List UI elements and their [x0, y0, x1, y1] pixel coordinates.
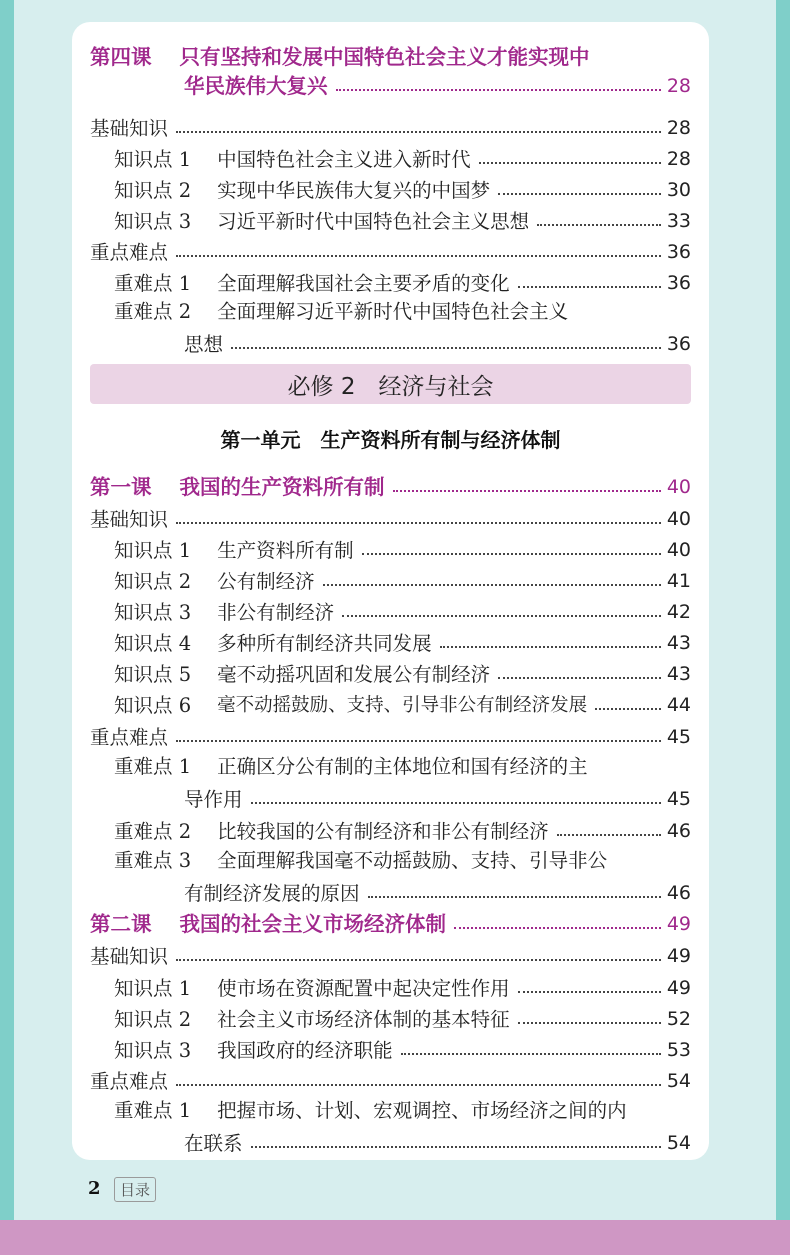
- toc-entry-lesson1[interactable]: [90, 467, 691, 497]
- entry-title-line2: 有制经济发展的原因: [184, 881, 360, 905]
- leader-dots: [323, 584, 661, 586]
- page-number: 49: [666, 977, 691, 999]
- leader-dots: [537, 224, 661, 226]
- leader-dots: [176, 740, 661, 742]
- toc-entry-l1-k6[interactable]: [114, 685, 691, 715]
- page-number: 53: [666, 1039, 691, 1061]
- entry-title: 毫不动摇鼓励、支持、引导非公有制经济发展: [217, 694, 588, 716]
- entry-label: 重难点 1: [114, 755, 192, 778]
- entry-label: 知识点 2: [114, 1007, 192, 1031]
- toc-entry-l4-d2-line2[interactable]: [184, 324, 691, 354]
- entry-title: 使市场在资源配置中起决定性作用: [217, 976, 510, 1000]
- entry-label: 知识点 4: [114, 631, 192, 655]
- leader-dots: [362, 553, 661, 555]
- entry-label: 知识点 6: [114, 693, 192, 717]
- page-number: 45: [666, 788, 691, 810]
- lesson4-line2[interactable]: [184, 66, 691, 96]
- entry-title-line2: 思想: [184, 332, 224, 356]
- toc-entry-l1-d1-line2[interactable]: [184, 779, 691, 809]
- entry-title: 重点难点: [90, 725, 169, 749]
- bottom-band: [0, 1220, 790, 1255]
- toc-entry-l2-d1-line1[interactable]: [114, 1095, 627, 1123]
- left-edge-band: [0, 0, 14, 1220]
- entry-title-line2: 导作用: [184, 787, 243, 811]
- entry-title-line1: 全面理解我国毫不动摇鼓励、支持、引导非公: [217, 849, 608, 872]
- leader-dots: [557, 834, 661, 836]
- toc-entry-l1-d1-line1[interactable]: [114, 751, 588, 779]
- footer-page-number: 2: [88, 1178, 101, 1199]
- page-number: 43: [666, 632, 691, 654]
- section-title: 必修 2 经济与社会: [287, 373, 494, 400]
- entry-title: 习近平新时代中国特色社会主义思想: [217, 209, 530, 233]
- toc-entry-l2-d1-line2[interactable]: [184, 1123, 691, 1153]
- lesson-title: 我国的生产资料所有制: [179, 474, 385, 499]
- page-number: 44: [666, 694, 691, 716]
- toc-entry-l2-k1[interactable]: [114, 968, 691, 998]
- entry-title: 比较我国的公有制经济和非公有制经济: [217, 819, 549, 843]
- lesson4-title-line1: 只有坚持和发展中国特色社会主义才能实现中: [179, 45, 590, 69]
- entry-label: 知识点 3: [114, 600, 192, 624]
- toc-entry-l1-k3[interactable]: [114, 592, 691, 622]
- entry-label: 重难点 1: [114, 271, 192, 295]
- toc-entry-l4-key[interactable]: [90, 232, 691, 262]
- toc-entry-l4-d2-line1[interactable]: [114, 296, 568, 324]
- leader-dots: [440, 646, 661, 648]
- footer-toc-label: 目录: [114, 1177, 156, 1202]
- toc-entry-l1-k4[interactable]: [114, 623, 691, 653]
- toc-entry-l2-k2[interactable]: [114, 999, 691, 1029]
- entry-label: 知识点 1: [114, 538, 192, 562]
- entry-title-line1: 正确区分公有制的主体地位和国有经济的主: [217, 755, 588, 778]
- toc-entry-lesson2[interactable]: [90, 904, 691, 934]
- lesson4-label: 第四课: [90, 45, 152, 69]
- page-number: 40: [666, 508, 691, 530]
- page-number: 28: [666, 148, 691, 170]
- lesson-title: 我国的社会主义市场经济体制: [179, 911, 446, 936]
- entry-title-line1: 把握市场、计划、宏观调控、市场经济之间的内: [217, 1099, 627, 1122]
- page-number: 33: [666, 210, 691, 232]
- toc-entry-l1-key[interactable]: [90, 717, 691, 747]
- entry-label: 重难点 3: [114, 849, 192, 872]
- lesson4-title-line2: 华民族伟大复兴: [184, 73, 328, 98]
- entry-label: 知识点 2: [114, 569, 192, 593]
- page-number: 54: [666, 1132, 691, 1154]
- toc-entry-l1-basic[interactable]: [90, 499, 691, 529]
- toc-entry-l2-key[interactable]: [90, 1061, 691, 1091]
- page-number: 52: [666, 1008, 691, 1030]
- page-number: 36: [666, 272, 691, 294]
- toc-card: [72, 22, 709, 1160]
- toc-entry-l2-k3[interactable]: [114, 1030, 691, 1060]
- entry-title: 基础知识: [90, 944, 169, 968]
- entry-label: 重难点 2: [114, 819, 192, 843]
- entry-label: 知识点 5: [114, 662, 192, 686]
- toc-entry-l1-d3-line2[interactable]: [184, 873, 691, 903]
- leader-dots: [176, 959, 661, 961]
- entry-title-line1: 全面理解习近平新时代中国特色社会主义: [217, 300, 569, 323]
- unit-heading: 第一单元 生产资料所有制与经济体制: [220, 428, 561, 452]
- leader-dots: [336, 89, 661, 91]
- entry-title: 基础知识: [90, 507, 169, 531]
- page-number: 49: [666, 913, 691, 935]
- page-number: 36: [666, 241, 691, 263]
- leader-dots: [518, 286, 661, 288]
- lesson-label: 第二课: [90, 911, 152, 936]
- page-number: 54: [666, 1070, 691, 1092]
- leader-dots: [595, 708, 661, 710]
- leader-dots: [176, 131, 661, 133]
- entry-title-line2: 在联系: [184, 1131, 243, 1155]
- page-number: 41: [666, 570, 691, 592]
- leader-dots: [401, 1053, 661, 1055]
- entry-label: 知识点 2: [114, 178, 192, 202]
- toc-entry-l4-k3[interactable]: [114, 201, 691, 231]
- entry-title: 社会主义市场经济体制的基本特征: [217, 1007, 510, 1031]
- page-number: 40: [666, 539, 691, 561]
- page-number: 43: [666, 663, 691, 685]
- entry-title: 毫不动摇巩固和发展公有制经济: [217, 662, 491, 686]
- entry-title: 重点难点: [90, 1069, 169, 1093]
- lesson-label: 第一课: [90, 474, 152, 499]
- page-number: 46: [666, 882, 691, 904]
- entry-label: 重难点 2: [114, 300, 192, 323]
- leader-dots: [251, 802, 661, 804]
- toc-entry-l1-d3-line1[interactable]: [114, 845, 607, 873]
- page-number: 28: [666, 117, 691, 139]
- entry-label: 知识点 1: [114, 147, 192, 171]
- entry-label: 知识点 3: [114, 209, 192, 233]
- entry-title: 基础知识: [90, 116, 169, 140]
- entry-title: 多种所有制经济共同发展: [217, 631, 432, 655]
- leader-dots: [251, 1146, 661, 1148]
- page-number: 45: [666, 726, 691, 748]
- leader-dots: [368, 896, 661, 898]
- entry-title: 我国政府的经济职能: [217, 1038, 393, 1062]
- page-number: 28: [666, 75, 691, 97]
- section-heading: [90, 364, 691, 404]
- page-number: 30: [666, 179, 691, 201]
- entry-title: 中国特色社会主义进入新时代: [217, 147, 471, 171]
- entry-label: 重难点 1: [114, 1099, 192, 1122]
- entry-label: 知识点 3: [114, 1038, 192, 1062]
- entry-title: 全面理解我国社会主要矛盾的变化: [217, 271, 510, 295]
- leader-dots: [479, 162, 661, 164]
- right-edge-band: [776, 0, 790, 1220]
- entry-title: 生产资料所有制: [217, 538, 354, 562]
- leader-dots: [393, 490, 661, 492]
- page-number: 46: [666, 820, 691, 842]
- toc-entry-l4-basic[interactable]: [90, 108, 691, 138]
- toc-entry-l2-basic[interactable]: [90, 936, 691, 966]
- toc-entry-l4-d1[interactable]: [114, 263, 691, 293]
- toc-entry-l1-d2[interactable]: [114, 811, 691, 841]
- page-number: 36: [666, 333, 691, 355]
- leader-dots: [176, 522, 661, 524]
- leader-dots: [454, 927, 661, 929]
- toc-entry-l1-k1[interactable]: [114, 530, 691, 560]
- entry-title: 非公有制经济: [217, 600, 335, 624]
- leader-dots: [342, 615, 661, 617]
- leader-dots: [176, 255, 661, 257]
- leader-dots: [231, 347, 661, 349]
- toc-entry-l1-k2[interactable]: [114, 561, 691, 591]
- page-number: 40: [666, 476, 691, 498]
- leader-dots: [176, 1084, 661, 1086]
- leader-dots: [498, 193, 661, 195]
- entry-title: 公有制经济: [217, 569, 315, 593]
- toc-entry-l1-k5[interactable]: [114, 654, 691, 684]
- leader-dots: [518, 1022, 661, 1024]
- entry-title: 实现中华民族伟大复兴的中国梦: [217, 178, 491, 202]
- toc-entry-l4-k1[interactable]: [114, 139, 691, 169]
- toc-entry-l4-k2[interactable]: [114, 170, 691, 200]
- page-number: 49: [666, 945, 691, 967]
- leader-dots: [498, 677, 661, 679]
- entry-title: 重点难点: [90, 240, 169, 264]
- leader-dots: [518, 991, 661, 993]
- entry-label: 知识点 1: [114, 976, 192, 1000]
- page-number: 42: [666, 601, 691, 623]
